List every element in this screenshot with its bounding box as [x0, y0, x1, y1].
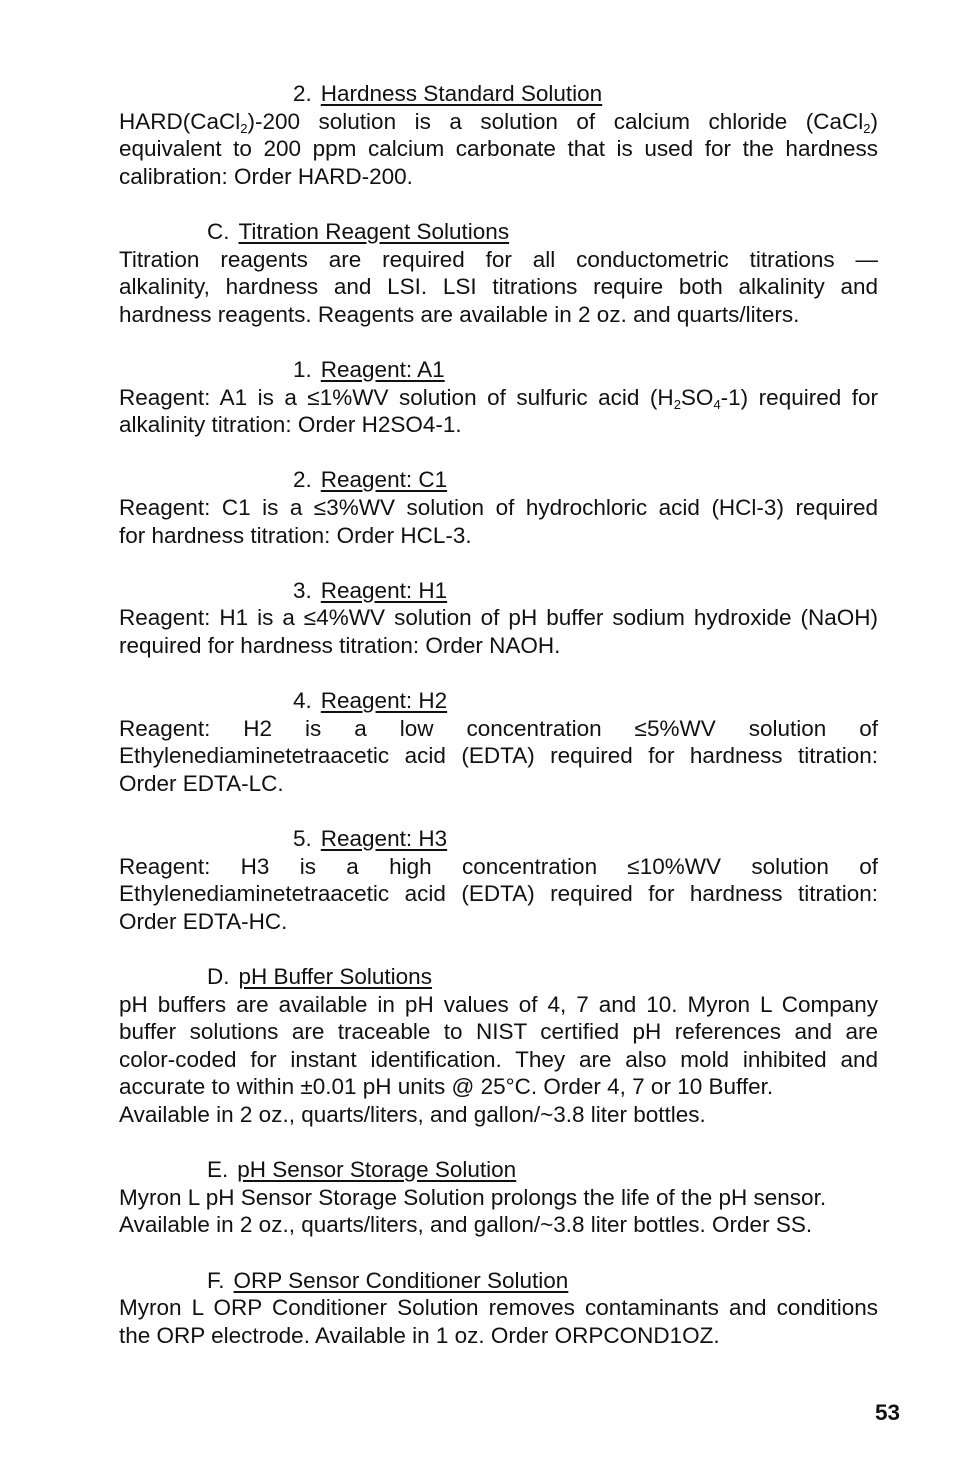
- paragraph-line: Titration reagents are required for all conductometric titrations —: [119, 246, 878, 272]
- heading-number: 4.: [293, 688, 312, 714]
- heading-ph-buffer: [119, 963, 878, 991]
- paragraph-line: Order EDTA-HC.: [119, 908, 288, 934]
- text-run: Reagent: A1 is a ≤1%WV solution of sulfuric acid (H: [119, 384, 674, 410]
- paragraph-reagent-h2: [119, 715, 878, 798]
- subscript: 4: [713, 396, 721, 412]
- paragraph-line: [119, 108, 878, 136]
- heading-reagent-h1: [119, 577, 878, 605]
- paragraph-hardness-standard: [119, 108, 878, 191]
- paragraph-line: Order EDTA-LC.: [119, 770, 284, 796]
- paragraph-line: required for hardness titration: Order NAOH.: [119, 632, 561, 658]
- paragraph-line: pH buffers are available in pH values of 4, 7 and 10. Myron L Company: [119, 991, 878, 1017]
- heading-reagent-c1: [119, 466, 878, 494]
- heading-title: Reagent: C1: [320, 467, 448, 493]
- heading-number: C.: [207, 218, 230, 244]
- paragraph-orp-conditioner: [119, 1294, 878, 1349]
- paragraph-titration-reagents: [119, 246, 878, 329]
- paragraph-reagent-c1: [119, 494, 878, 549]
- paragraph-line: Ethylenediaminetetraacetic acid (EDTA) required for hardness titration:: [119, 881, 878, 907]
- heading-reagent-h2: [119, 687, 878, 715]
- heading-title: Reagent: H3: [320, 826, 448, 852]
- paragraph-reagent-h1: [119, 604, 878, 659]
- paragraph-line: Reagent: H3 is a high concentration ≤10%WV solution of: [119, 853, 878, 879]
- paragraph-line: the ORP electrode. Available in 1 oz. Order ORPCOND1OZ.: [119, 1322, 720, 1348]
- heading-number: D.: [207, 964, 230, 989]
- text-run: ): [870, 108, 878, 134]
- heading-reagent-a1: [119, 356, 878, 384]
- paragraph-line: Reagent: H1 is a ≤4%WV solution of pH buffer sodium hydroxide (NaOH): [119, 605, 878, 631]
- heading-title: Titration Reagent Solutions: [238, 218, 510, 244]
- subscript: 2: [863, 120, 871, 136]
- heading-ph-storage: [119, 1156, 878, 1184]
- heading-number: 2.: [293, 467, 312, 493]
- paragraph-line: alkalinity, hardness and LSI. LSI titrations require both alkalinity and: [119, 274, 878, 300]
- paragraph-line: accurate to within ±0.01 pH units @ 25°C. Order 4, 7 or 10 Buffer.: [119, 1074, 774, 1100]
- paragraph-line: color-coded for instant identification. They are also mold inhibited and: [119, 1046, 878, 1072]
- heading-title: Reagent: A1: [320, 356, 445, 382]
- paragraph-line: alkalinity titration: Order H2SO4-1.: [119, 412, 462, 438]
- paragraph-line: Myron L ORP Conditioner Solution removes contaminants and conditions: [119, 1295, 878, 1321]
- paragraph-line: hardness reagents. Reagents are available in 2 oz. and quarts/liters.: [119, 301, 800, 327]
- subscript: 2: [673, 396, 681, 412]
- paragraph-line: Reagent: C1 is a ≤3%WV solution of hydrochloric acid (HCl-3) required: [119, 494, 878, 520]
- paragraph-line: equivalent to 200 ppm calcium carbonate that is used for the hardness: [119, 136, 878, 162]
- heading-hardness-standard: [119, 80, 878, 108]
- paragraph-line: Ethylenediaminetetraacetic acid (EDTA) required for hardness titration:: [119, 743, 878, 769]
- paragraph-line: calibration: Order HARD-200.: [119, 163, 413, 189]
- heading-number: F.: [207, 1267, 225, 1293]
- paragraph-line: for hardness titration: Order HCL-3.: [119, 522, 472, 548]
- text-run: -1) required for: [720, 384, 879, 410]
- paragraph-line: [119, 384, 878, 412]
- text-run: SO: [680, 384, 714, 410]
- paragraph-ph-storage: [119, 1184, 878, 1239]
- subscript: 2: [240, 120, 248, 136]
- heading-title: pH Sensor Storage Solution: [237, 1157, 517, 1183]
- paragraph-line: Myron L pH Sensor Storage Solution prolongs the life of the pH sensor.: [119, 1184, 827, 1210]
- heading-orp-conditioner: [119, 1267, 878, 1295]
- heading-title: ORP Sensor Conditioner Solution: [233, 1267, 569, 1293]
- heading-number: 5.: [293, 826, 312, 852]
- heading-title: Reagent: H2: [320, 688, 448, 714]
- heading-title: Hardness Standard Solution: [320, 81, 603, 106]
- heading-title: Reagent: H1: [320, 577, 448, 603]
- heading-number: 3.: [293, 577, 312, 603]
- paragraph-line: Available in 2 oz., quarts/liters, and gallon/~3.8 liter bottles.: [119, 1101, 706, 1127]
- heading-titration-reagents: [119, 218, 878, 246]
- heading-number: 2.: [293, 81, 312, 106]
- document-page: [119, 80, 878, 1377]
- paragraph-ph-buffer: [119, 991, 878, 1129]
- paragraph-reagent-a1: [119, 384, 878, 439]
- paragraph-line: Reagent: H2 is a low concentration ≤5%WV solution of: [119, 715, 878, 741]
- paragraph-line: Available in 2 oz., quarts/liters, and gallon/~3.8 liter bottles. Order SS.: [119, 1212, 813, 1238]
- heading-number: 1.: [293, 356, 312, 382]
- heading-number: E.: [207, 1157, 229, 1183]
- paragraph-reagent-h3: [119, 853, 878, 936]
- text-run: )-200 solution is a solution of calcium chloride (CaCl: [247, 108, 864, 134]
- text-run: HARD(CaCl: [119, 108, 241, 134]
- page-number: 53: [874, 1400, 900, 1425]
- heading-reagent-h3: [119, 825, 878, 853]
- heading-title: pH Buffer Solutions: [238, 964, 432, 989]
- paragraph-line: buffer solutions are traceable to NIST certified pH references and are: [119, 1019, 878, 1045]
